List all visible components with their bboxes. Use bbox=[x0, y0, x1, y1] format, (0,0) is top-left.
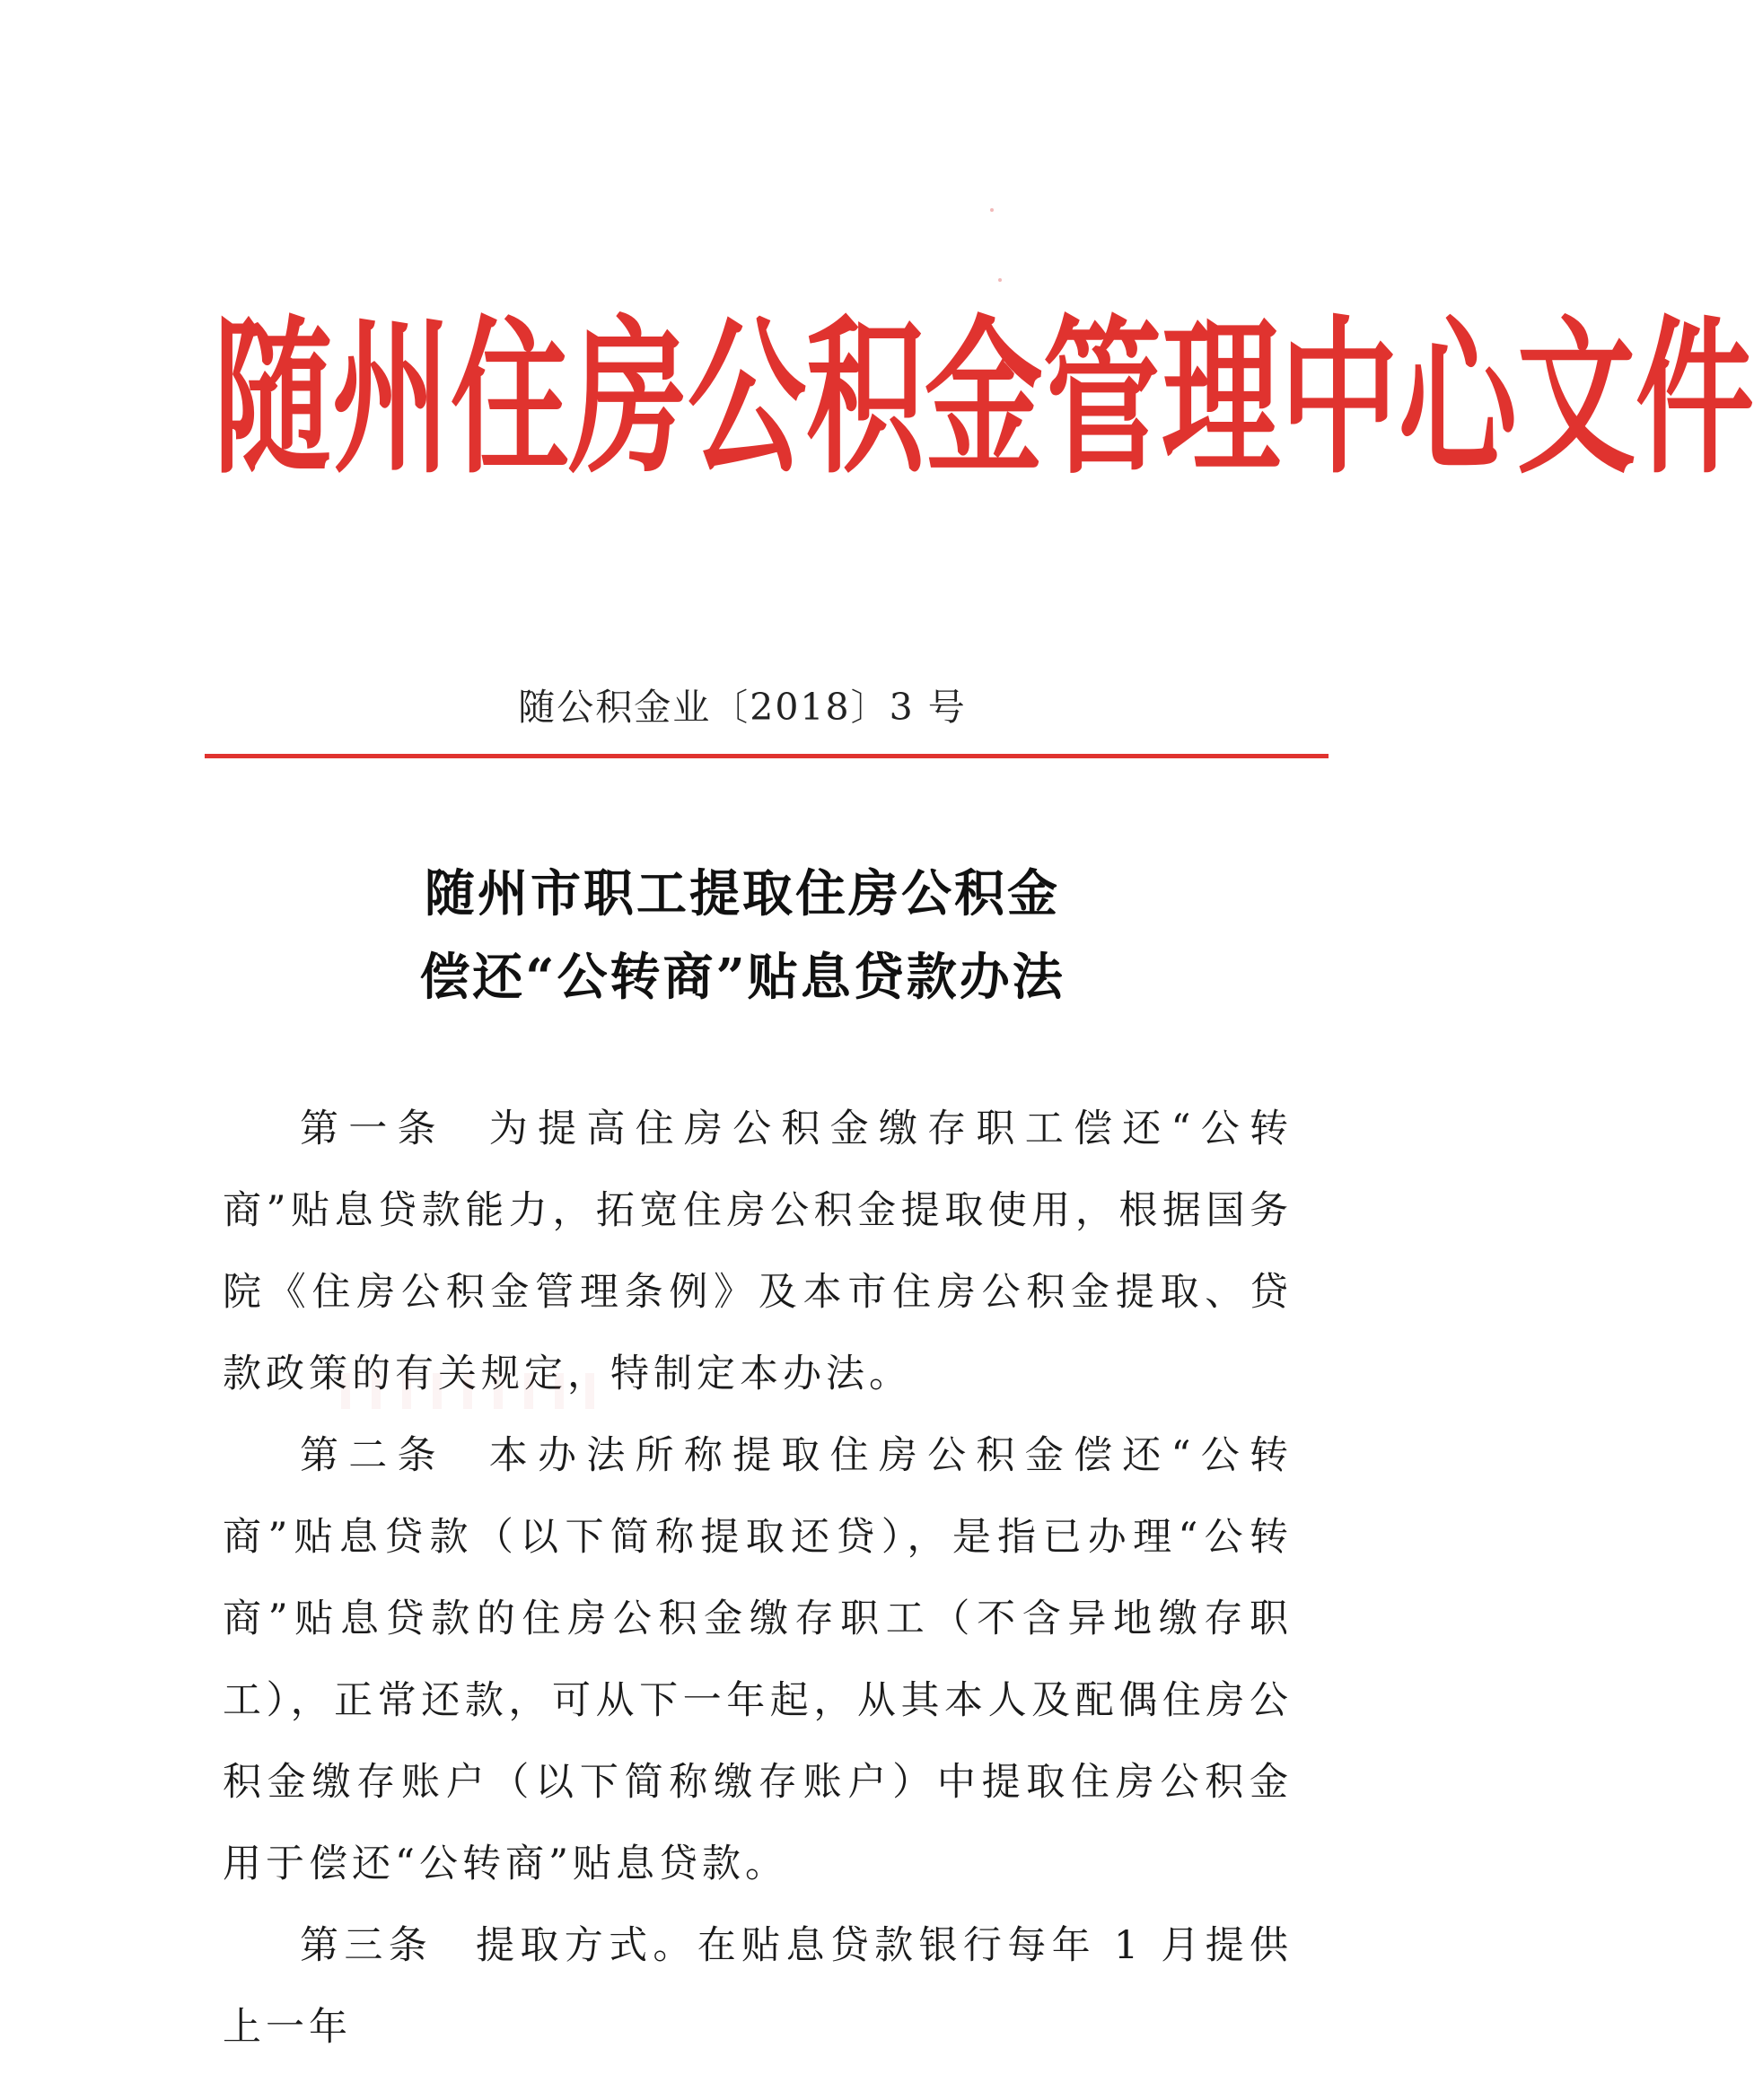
masthead-char: 积 bbox=[806, 301, 925, 498]
scan-speck bbox=[998, 278, 1002, 282]
article-paragraph bbox=[223, 1905, 1293, 2069]
masthead-char: 公 bbox=[688, 301, 806, 498]
masthead-char: 金 bbox=[925, 301, 1043, 498]
article-label: 第一条 bbox=[300, 1107, 446, 1151]
article-label: 第三条 bbox=[300, 1923, 434, 1968]
document-body bbox=[223, 1089, 1293, 2069]
document-number: 随公积金业〔2018〕3 号 bbox=[518, 686, 967, 729]
masthead-char: 管 bbox=[1043, 301, 1162, 498]
document-title-line-1: 随州市职工提取住房公积金 bbox=[425, 864, 1060, 923]
document-title-line-2: 偿还“公转商”贴息贷款办法 bbox=[419, 948, 1066, 1007]
scan-speck bbox=[990, 208, 994, 212]
masthead-char: 理 bbox=[1162, 301, 1280, 498]
masthead-char: 随 bbox=[214, 301, 332, 498]
masthead-char: 文 bbox=[1517, 301, 1636, 498]
masthead-char: 房 bbox=[569, 301, 688, 498]
masthead-char: 中 bbox=[1280, 301, 1399, 498]
article-paragraph bbox=[223, 1415, 1293, 1905]
article-text: 提取方式。在贴息贷款银行每年 1 月提供上一年 bbox=[223, 1923, 1293, 2050]
article-text: 为提高住房公积金缴存职工偿还“公转商”贴息贷款能力，拓宽住房公积金提取使用，根据国务院《住房公积金管理条例》及本市住房公积金提取、贷款政策的有关规定，特制定本办法。 bbox=[223, 1107, 1294, 1396]
masthead-char: 州 bbox=[332, 301, 451, 498]
faint-show-through-mark bbox=[341, 1373, 610, 1409]
masthead-title bbox=[214, 301, 1754, 498]
masthead-char: 住 bbox=[451, 301, 569, 498]
masthead-char: 心 bbox=[1399, 301, 1517, 498]
masthead-char: 件 bbox=[1636, 301, 1754, 498]
article-paragraph bbox=[223, 1089, 1293, 1415]
article-text: 本办法所称提取住房公积金偿还“公转商”贴息贷款（以下简称提取还贷），是指已办理“公转商”贴息贷款的住房公积金缴存职工（不含异地缴存职工），正常还款，可从下一年起，从其本人及配偶住房公积金缴存账户（以下简称缴存账户）中提取住房公积金用于偿还“公转商”贴息贷款。 bbox=[223, 1433, 1294, 1886]
red-divider-line bbox=[205, 754, 1329, 758]
article-label: 第二条 bbox=[300, 1433, 446, 1478]
